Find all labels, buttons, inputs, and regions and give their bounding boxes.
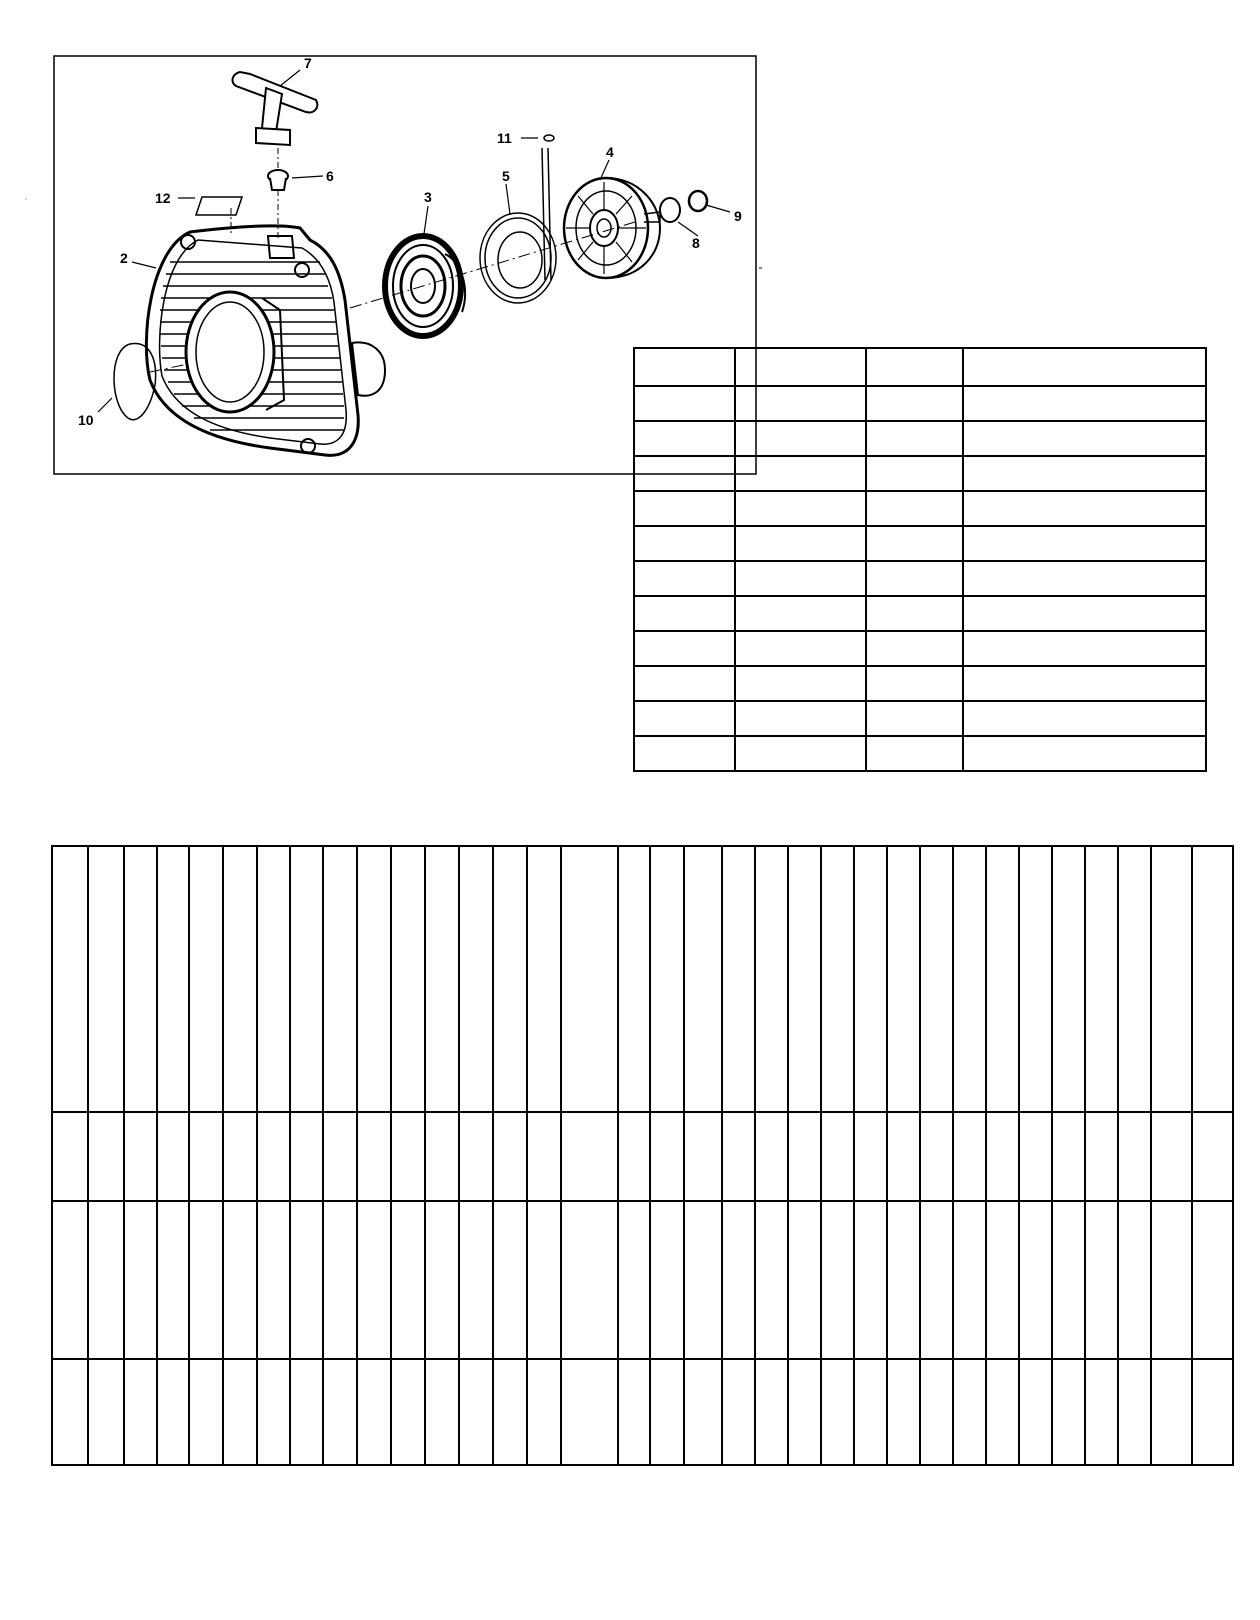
breakdown-cell — [722, 1112, 755, 1201]
parts-table-cell — [735, 491, 866, 526]
breakdown-cell — [650, 1201, 684, 1359]
breakdown-cell — [124, 1201, 157, 1359]
breakdown-row — [52, 1201, 1233, 1359]
breakdown-cell — [391, 1359, 425, 1465]
breakdown-cell — [1019, 1201, 1052, 1359]
callout-9: 9 — [734, 208, 742, 224]
breakdown-cell — [290, 846, 323, 1112]
breakdown-cell — [459, 1201, 493, 1359]
breakdown-cell — [88, 1201, 124, 1359]
breakdown-cell — [618, 846, 650, 1112]
breakdown-cell — [493, 1201, 527, 1359]
parts-table-cell — [634, 421, 735, 456]
parts-table-row — [634, 526, 1206, 561]
breakdown-cell — [684, 1359, 722, 1465]
parts-table-cell — [735, 386, 866, 421]
breakdown-cell — [323, 1359, 357, 1465]
breakdown-cell — [953, 1359, 986, 1465]
breakdown-cell — [527, 1359, 561, 1465]
breakdown-cell — [684, 846, 722, 1112]
breakdown-cell — [527, 1201, 561, 1359]
breakdown-cell — [561, 1359, 618, 1465]
breakdown-cell — [157, 846, 189, 1112]
breakdown-cell — [854, 1112, 887, 1201]
breakdown-cell — [1052, 846, 1085, 1112]
breakdown-cell — [1085, 1359, 1118, 1465]
breakdown-cell — [425, 1359, 459, 1465]
parts-table-cell — [866, 631, 963, 666]
breakdown-cell — [1151, 1201, 1192, 1359]
breakdown-cell — [821, 1112, 854, 1201]
breakdown-cell — [1019, 1112, 1052, 1201]
breakdown-cell — [1052, 1359, 1085, 1465]
parts-table-cell — [735, 348, 866, 386]
parts-table-cell — [866, 666, 963, 701]
breakdown-cell — [755, 1201, 788, 1359]
breakdown-cell — [290, 1359, 323, 1465]
callout-6: 6 — [326, 168, 334, 184]
parts-table-header-row — [634, 348, 1206, 386]
parts-table-row — [634, 456, 1206, 491]
parts-table-row — [634, 736, 1206, 771]
breakdown-cell — [1192, 846, 1233, 1112]
breakdown-cell — [323, 846, 357, 1112]
parts-table-cell — [735, 666, 866, 701]
pulley-part-3 — [385, 236, 465, 336]
breakdown-cell — [1019, 846, 1052, 1112]
breakdown-cell — [920, 1201, 953, 1359]
breakdown-cell — [650, 846, 684, 1112]
breakdown-cell — [425, 846, 459, 1112]
breakdown-cell — [391, 1112, 425, 1201]
cover-part-4 — [564, 178, 660, 278]
breakdown-cell — [650, 1359, 684, 1465]
breakdown-cell — [459, 1112, 493, 1201]
breakdown-cell — [953, 846, 986, 1112]
callout-7: 7 — [304, 55, 312, 71]
parts-table — [633, 347, 1207, 772]
breakdown-cell — [650, 1112, 684, 1201]
breakdown-cell — [290, 1112, 323, 1201]
breakdown-cell — [157, 1201, 189, 1359]
breakdown-cell — [52, 846, 88, 1112]
breakdown-cell — [527, 846, 561, 1112]
breakdown-cell — [52, 1112, 88, 1201]
breakdown-cell — [1085, 846, 1118, 1112]
breakdown-cell — [920, 846, 953, 1112]
parts-table-cell — [634, 491, 735, 526]
breakdown-cell — [527, 1112, 561, 1201]
callout-11: 11 — [497, 130, 512, 146]
breakdown-cell — [459, 846, 493, 1112]
breakdown-cell — [1192, 1359, 1233, 1465]
callout-2: 2 — [120, 250, 128, 266]
breakdown-cell — [88, 1359, 124, 1465]
parts-table-cell — [963, 348, 1206, 386]
breakdown-cell — [722, 1359, 755, 1465]
breakdown-cell — [157, 1112, 189, 1201]
breakdown-cell — [425, 1201, 459, 1359]
breakdown-row — [52, 1112, 1233, 1201]
breakdown-cell — [788, 846, 821, 1112]
callout-4: 4 — [606, 144, 614, 160]
parts-table-cell — [735, 631, 866, 666]
breakdown-cell — [493, 1112, 527, 1201]
breakdown-cell — [953, 1112, 986, 1201]
breakdown-cell — [618, 1112, 650, 1201]
breakdown-row — [52, 1359, 1233, 1465]
breakdown-cell — [684, 1201, 722, 1359]
breakdown-cell — [189, 1359, 223, 1465]
breakdown-cell — [223, 1201, 257, 1359]
clip-part-9 — [689, 191, 707, 211]
parts-table-cell — [634, 701, 735, 736]
breakdown-cell — [1052, 1201, 1085, 1359]
parts-table-row — [634, 561, 1206, 596]
breakdown-cell — [52, 1201, 88, 1359]
parts-table-cell — [866, 386, 963, 421]
starter-handle — [233, 72, 318, 145]
breakdown-table — [51, 845, 1234, 1466]
breakdown-cell — [157, 1359, 189, 1465]
breakdown-cell — [459, 1359, 493, 1465]
breakdown-cell — [854, 846, 887, 1112]
parts-table-row — [634, 666, 1206, 701]
breakdown-cell — [1085, 1112, 1118, 1201]
parts-table-cell — [735, 526, 866, 561]
parts-table-cell — [963, 631, 1206, 666]
breakdown-cell — [357, 1201, 391, 1359]
breakdown-cell — [986, 846, 1019, 1112]
parts-table-cell — [963, 561, 1206, 596]
parts-table-cell — [963, 701, 1206, 736]
breakdown-cell — [52, 1359, 88, 1465]
breakdown-cell — [223, 1359, 257, 1465]
parts-table-cell — [735, 701, 866, 736]
breakdown-cell — [357, 1112, 391, 1201]
parts-table-cell — [634, 736, 735, 771]
label-part-12 — [196, 197, 242, 215]
parts-table-cell — [735, 736, 866, 771]
parts-table-cell — [634, 561, 735, 596]
breakdown-cell — [189, 1201, 223, 1359]
parts-table-cell — [735, 456, 866, 491]
parts-table-cell — [634, 456, 735, 491]
breakdown-cell — [1192, 1112, 1233, 1201]
breakdown-cell — [854, 1201, 887, 1359]
parts-table-row — [634, 386, 1206, 421]
breakdown-cell — [223, 1112, 257, 1201]
breakdown-cell — [755, 1112, 788, 1201]
parts-table-cell — [735, 561, 866, 596]
parts-table-cell — [963, 526, 1206, 561]
breakdown-cell — [1118, 1112, 1151, 1201]
spring-part-5 — [480, 148, 556, 303]
parts-table-cell — [963, 596, 1206, 631]
parts-table-cell — [866, 421, 963, 456]
parts-table-cell — [634, 666, 735, 701]
breakdown-cell — [722, 1201, 755, 1359]
parts-table-cell — [866, 526, 963, 561]
parts-table-cell — [866, 596, 963, 631]
breakdown-cell — [788, 1112, 821, 1201]
breakdown-cell — [425, 1112, 459, 1201]
breakdown-cell — [189, 1112, 223, 1201]
parts-table-row — [634, 701, 1206, 736]
breakdown-cell — [986, 1359, 1019, 1465]
breakdown-cell — [189, 846, 223, 1112]
callout-12: 12 — [155, 190, 171, 206]
washer-part-8 — [660, 198, 680, 222]
parts-table-cell — [963, 666, 1206, 701]
parts-table-cell — [866, 736, 963, 771]
breakdown-cell — [920, 1359, 953, 1465]
breakdown-cell — [1151, 846, 1192, 1112]
breakdown-cell — [323, 1201, 357, 1359]
parts-table-cell — [866, 701, 963, 736]
breakdown-cell — [618, 1201, 650, 1359]
breakdown-cell — [722, 846, 755, 1112]
breakdown-cell — [1118, 1359, 1151, 1465]
breakdown-cell — [561, 1201, 618, 1359]
parts-table-cell — [866, 561, 963, 596]
parts-table-row — [634, 421, 1206, 456]
breakdown-cell — [223, 846, 257, 1112]
breakdown-cell — [1151, 1112, 1192, 1201]
breakdown-cell — [493, 846, 527, 1112]
breakdown-cell — [920, 1112, 953, 1201]
breakdown-cell — [887, 1112, 920, 1201]
parts-table-cell — [634, 386, 735, 421]
parts-table-cell — [866, 491, 963, 526]
breakdown-cell — [124, 846, 157, 1112]
breakdown-cell — [1085, 1201, 1118, 1359]
parts-table-cell — [634, 348, 735, 386]
breakdown-cell — [618, 1359, 650, 1465]
breakdown-cell — [357, 1359, 391, 1465]
breakdown-cell — [124, 1359, 157, 1465]
starter-housing — [146, 226, 385, 455]
breakdown-cell — [986, 1201, 1019, 1359]
breakdown-cell — [88, 846, 124, 1112]
parts-table-cell — [634, 631, 735, 666]
grommet-part-6 — [268, 170, 288, 190]
parts-table-cell — [963, 736, 1206, 771]
breakdown-cell — [257, 1359, 290, 1465]
parts-table-cell — [866, 348, 963, 386]
parts-table-cell — [735, 596, 866, 631]
parts-table-cell — [634, 526, 735, 561]
breakdown-cell — [684, 1112, 722, 1201]
callout-8: 8 — [692, 235, 700, 251]
breakdown-cell — [290, 1201, 323, 1359]
breakdown-cell — [88, 1112, 124, 1201]
parts-table-cell — [634, 596, 735, 631]
breakdown-cell — [953, 1201, 986, 1359]
parts-table-cell — [735, 421, 866, 456]
breakdown-cell — [788, 1201, 821, 1359]
breakdown-cell — [755, 846, 788, 1112]
breakdown-cell — [788, 1359, 821, 1465]
parts-table-cell — [866, 456, 963, 491]
callout-5: 5 — [502, 168, 510, 184]
breakdown-cell — [124, 1112, 157, 1201]
breakdown-cell — [391, 846, 425, 1112]
parts-table-cell — [963, 456, 1206, 491]
breakdown-cell — [821, 1201, 854, 1359]
breakdown-cell — [887, 1201, 920, 1359]
breakdown-cell — [1192, 1201, 1233, 1359]
breakdown-cell — [357, 846, 391, 1112]
breakdown-cell — [1118, 846, 1151, 1112]
parts-table-cell — [963, 491, 1206, 526]
parts-table-row — [634, 596, 1206, 631]
breakdown-cell — [887, 846, 920, 1112]
breakdown-cell — [257, 1201, 290, 1359]
breakdown-cell — [887, 1359, 920, 1465]
parts-table-row — [634, 631, 1206, 666]
breakdown-cell — [391, 1201, 425, 1359]
callout-3: 3 — [424, 189, 432, 205]
breakdown-cell — [854, 1359, 887, 1465]
parts-table-cell — [963, 386, 1206, 421]
breakdown-cell — [257, 1112, 290, 1201]
breakdown-cell — [821, 846, 854, 1112]
breakdown-cell — [986, 1112, 1019, 1201]
parts-table-row — [634, 491, 1206, 526]
callout-10: 10 — [78, 412, 94, 428]
breakdown-cell — [821, 1359, 854, 1465]
breakdown-cell — [493, 1359, 527, 1465]
breakdown-cell — [1151, 1359, 1192, 1465]
breakdown-cell — [1019, 1359, 1052, 1465]
breakdown-cell — [1118, 1201, 1151, 1359]
breakdown-cell — [561, 1112, 618, 1201]
breakdown-cell — [755, 1359, 788, 1465]
breakdown-cell — [561, 846, 618, 1112]
washer-part-11 — [544, 135, 554, 141]
breakdown-cell — [257, 846, 290, 1112]
parts-table-cell — [963, 421, 1206, 456]
breakdown-cell — [1052, 1112, 1085, 1201]
breakdown-header-row — [52, 846, 1233, 1112]
breakdown-cell — [323, 1112, 357, 1201]
